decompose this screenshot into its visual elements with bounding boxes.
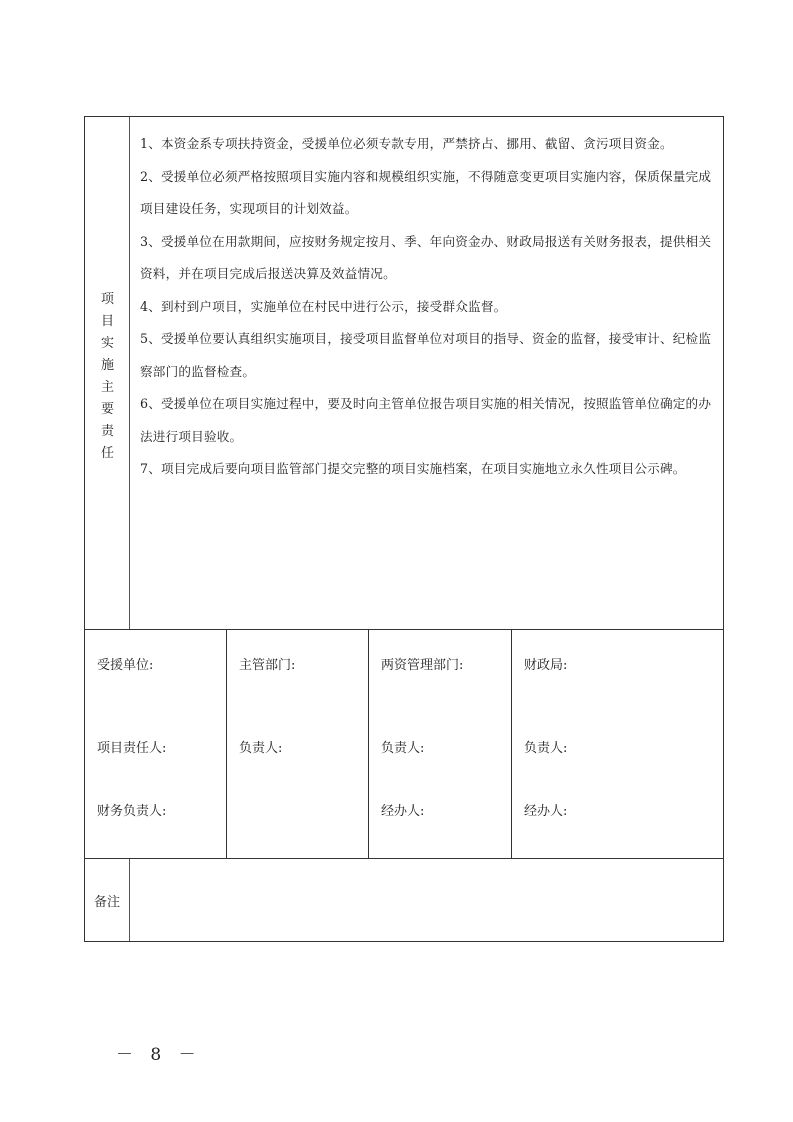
responsibility-item-1: 1、本资金系专项扶持资金，受援单位必须专款专用，严禁挤占、挪用、截留、贪污项目资金。 [140, 136, 673, 151]
signature-cell-finance-bureau [512, 630, 723, 858]
responsibility-item-2: 2、受援单位必须严格按照项目实施内容和规模组织实施，不得随意变更项目实施内容，保质保量完成项目建设任务，实现项目的计划效益。 [140, 168, 712, 216]
page-number: － 8 － [116, 1045, 202, 1065]
label-char: 项 [100, 292, 114, 307]
finance-bureau-handler-label: 经办人: [524, 804, 568, 819]
remarks-row [85, 859, 723, 941]
supervisor-dept-label: 主管部门: [239, 658, 296, 673]
label-char: 目 [100, 314, 114, 329]
signature-cell-funds-mgmt [369, 630, 512, 858]
signature-cell-supervisor [227, 630, 369, 858]
remarks-label: 备注 [85, 859, 130, 941]
label-char: 主 [100, 380, 114, 395]
responsibility-item-6: 6、受援单位在项目实施过程中，要及时向主管单位报告项目实施的相关情况，按照监管单位确定的办法进行项目验收。 [140, 396, 712, 444]
label-char: 实 [100, 336, 114, 351]
signature-row [85, 630, 723, 859]
funds-mgmt-leader-label: 负责人: [381, 741, 425, 756]
responsibility-item-3: 3、受援单位在用款期间，应按财务规定按月、季、年向资金办、财政局报送有关财务报表，提供相关资料，并在项目完成后报送决算及效益情况。 [140, 233, 712, 281]
funds-mgmt-dept-label: 两资管理部门: [381, 658, 464, 673]
project-responsibility-table [84, 116, 724, 942]
supervisor-leader-label: 负责人: [239, 741, 283, 756]
responsibilities-row [85, 117, 723, 630]
label-char: 施 [100, 358, 114, 373]
responsibilities-label-cell [85, 117, 130, 629]
project-leader-label: 项目责任人: [97, 741, 167, 756]
recipient-unit-label: 受援单位: [97, 658, 154, 673]
responsibility-item-7: 7、项目完成后要向项目监管部门提交完整的项目实施档案，在项目实施地立永久性项目公示碑。 [140, 461, 686, 476]
funds-mgmt-handler-label: 经办人: [381, 804, 425, 819]
remarks-value [130, 859, 723, 941]
responsibility-item-5: 5、受援单位要认真组织实施项目，接受项目监督单位对项目的指导、资金的监督，接受审计、纪检监察部门的监督检查。 [140, 331, 712, 379]
responsibilities-label [85, 289, 130, 465]
finance-bureau-label: 财政局: [524, 658, 568, 673]
responsibility-item-4: 4、到村到户项目，实施单位在村民中进行公示，接受群众监督。 [140, 298, 507, 314]
label-char: 要 [100, 402, 114, 417]
signature-cell-recipient [85, 630, 227, 858]
label-char: 责 [100, 424, 114, 439]
finance-bureau-leader-label: 负责人: [524, 741, 568, 756]
responsibilities-content [130, 117, 723, 629]
label-char: 任 [100, 446, 114, 461]
finance-leader-label: 财务负责人: [97, 804, 167, 819]
